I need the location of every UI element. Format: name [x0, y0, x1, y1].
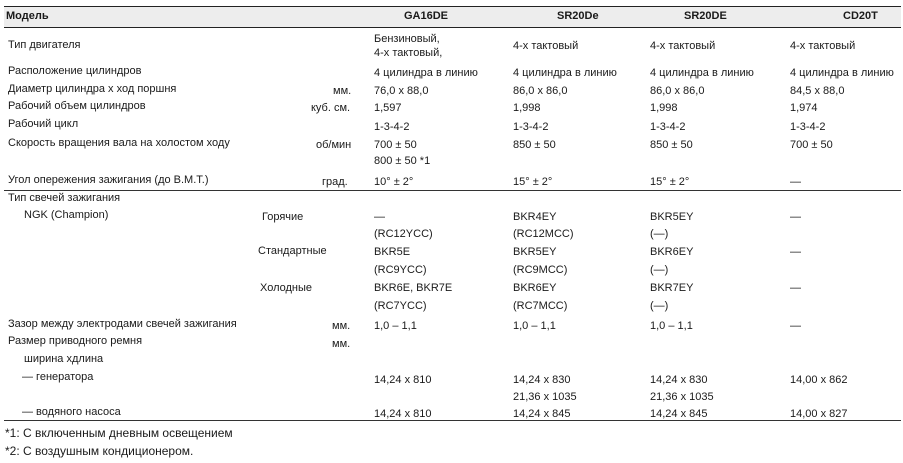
cell-cd-bore-stroke: 84,5 х 88,0 — [790, 85, 845, 97]
header-sr20de-a: SR20De — [557, 10, 599, 22]
row-label-displacement: Рабочий объем цилиндров — [8, 100, 146, 112]
cell-ga-plug-cold-1: BKR6E, BKR7E — [374, 282, 453, 294]
cell-cd-water-pump: 14,00 х 827 — [790, 408, 848, 420]
cell-cd-displacement: 1,974 — [790, 102, 818, 114]
cell-ga-plug-gap: 1,0 – 1,1 — [374, 320, 417, 332]
unit-bore-stroke: мм. — [333, 85, 352, 97]
cell-sr-a-cylinder-layout: 4 цилиндра в линию — [513, 67, 617, 79]
cell-sr-b-plug-hot-2: (—) — [650, 228, 669, 240]
row-label-plug-gap: Зазор между электродами свечей зажигания — [8, 318, 237, 330]
row-label-ignition-timing: Угол опережения зажигания (до В.М.Т.) — [8, 174, 209, 186]
cell-sr-a-plug-standard-2: (RC9MCC) — [513, 264, 568, 276]
row-label-cylinder-layout: Расположение цилиндров — [8, 65, 142, 77]
cell-sr-b-plug-cold-1: BKR7EY — [650, 282, 694, 294]
footnote-2: *2: С воздушным кондиционером. — [5, 444, 194, 458]
cell-sr-b-water-pump: 14,24 х 845 — [650, 408, 708, 420]
cell-cd-plug-cold: — — [790, 282, 801, 294]
row-label-idle-speed: Скорость вращения вала на холостом ходу — [8, 137, 230, 149]
header-ga16de: GA16DE — [404, 10, 449, 22]
cell-ga-plug-standard-2: (RC9YCC) — [374, 264, 427, 276]
cell-sr-b-idle-speed: 850 ± 50 — [650, 139, 693, 151]
row-sublabel-width-length: ширина хдлина — [24, 353, 104, 365]
cell-cd-firing-order: 1-3-4-2 — [790, 121, 826, 133]
cell-sr-b-ignition-timing: 15° ± 2° — [650, 176, 690, 188]
cell-sr-b-engine-type: 4-х тактовый — [650, 40, 716, 52]
cell-cd-idle-speed: 700 ± 50 — [790, 139, 833, 151]
cell-sr-a-plug-cold-2: (RC7MCC) — [513, 300, 568, 312]
row-label-firing-order: Рабочий цикл — [8, 118, 79, 130]
cell-sr-b-plug-standard-2: (—) — [650, 264, 669, 276]
cell-ga-ignition-timing: 10° ± 2° — [374, 176, 414, 188]
cell-sr-a-engine-type: 4-х тактовый — [513, 40, 579, 52]
divider-line — [4, 190, 901, 191]
row-label-alternator: — генератора — [22, 371, 94, 383]
table-header — [4, 6, 901, 28]
cell-cd-alternator: 14,00 х 862 — [790, 374, 848, 386]
unit-plug-gap: мм. — [332, 320, 351, 332]
cell-sr-a-plug-gap: 1,0 – 1,1 — [513, 320, 556, 332]
cell-ga-idle-speed-1: 700 ± 50 — [374, 139, 417, 151]
unit-idle-speed: об/мин — [316, 139, 352, 151]
cell-cd-plug-hot: — — [790, 211, 801, 223]
cell-cd-cylinder-layout: 4 цилиндра в линию — [790, 67, 894, 79]
cell-sr-a-ignition-timing: 15° ± 2° — [513, 176, 553, 188]
plug-hot-label: Горячие — [262, 211, 304, 223]
cell-sr-b-plug-hot-1: BKR5EY — [650, 211, 694, 223]
row-label-spark-plug-type: Тип свечей зажигания — [8, 192, 121, 204]
cell-ga-plug-hot-1: — — [374, 211, 385, 223]
cell-sr-a-water-pump: 14,24 х 845 — [513, 408, 571, 420]
cell-sr-a-plug-hot-1: BKR4EY — [513, 211, 557, 223]
cell-ga-bore-stroke: 76,0 х 88,0 — [374, 85, 429, 97]
header-sr20de-b: SR20DE — [684, 10, 727, 22]
table-bottom-rule — [4, 420, 901, 421]
cell-cd-plug-gap: — — [790, 320, 801, 332]
cell-cd-engine-type: 4-х тактовый — [790, 40, 856, 52]
cell-sr-b-displacement: 1,998 — [650, 102, 678, 114]
row-sublabel-ngk: NGK (Champion) — [24, 209, 109, 221]
cell-sr-a-firing-order: 1-3-4-2 — [513, 121, 549, 133]
cell-sr-a-alternator-1: 14,24 х 830 — [513, 374, 571, 386]
plug-cold-label: Холодные — [260, 282, 313, 294]
header-cd20t: CD20T — [843, 10, 878, 22]
cell-sr-a-plug-hot-2: (RC12MCC) — [513, 228, 574, 240]
cell-sr-b-alternator-1: 14,24 х 830 — [650, 374, 708, 386]
row-label-engine-type: Тип двигателя — [8, 39, 81, 51]
cell-sr-b-bore-stroke: 86,0 х 86,0 — [650, 85, 705, 97]
unit-ignition-timing: град. — [322, 176, 348, 188]
cell-ga-cylinder-layout: 4 цилиндра в линию — [374, 67, 478, 79]
unit-displacement: куб. см. — [311, 102, 351, 114]
cell-ga-water-pump: 14,24 х 810 — [374, 408, 432, 420]
cell-ga-plug-standard-1: BKR5E — [374, 246, 411, 258]
cell-ga-idle-speed-2: 800 ± 50 *1 — [374, 155, 431, 167]
cell-sr-a-displacement: 1,998 — [513, 102, 541, 114]
cell-cd-plug-standard: — — [790, 246, 801, 258]
unit-belt-size: мм. — [332, 338, 351, 350]
cell-ga-plug-cold-2: (RC7YCC) — [374, 300, 427, 312]
cell-sr-a-plug-cold-1: BKR6EY — [513, 282, 557, 294]
footnote-1: *1: С включенным дневным освещением — [5, 426, 233, 440]
cell-sr-a-alternator-2: 21,36 х 1035 — [513, 391, 577, 403]
row-label-belt-size: Размер приводного ремня — [8, 335, 143, 347]
cell-ga-engine-type-1: Бензиновый, — [374, 33, 440, 45]
cell-sr-a-bore-stroke: 86,0 х 86,0 — [513, 85, 568, 97]
row-label-water-pump: — водяного насоса — [22, 406, 121, 418]
cell-cd-ignition-timing: — — [790, 176, 801, 188]
cell-sr-b-plug-gap: 1,0 – 1,1 — [650, 320, 693, 332]
cell-ga-alternator: 14,24 х 810 — [374, 374, 432, 386]
row-label-bore-stroke: Диаметр цилиндра х ход поршня — [8, 83, 177, 95]
cell-sr-b-plug-standard-1: BKR6EY — [650, 246, 694, 258]
header-model: Модель — [6, 10, 49, 22]
plug-standard-label: Стандартные — [258, 245, 327, 257]
cell-sr-b-cylinder-layout: 4 цилиндра в линию — [650, 67, 754, 79]
cell-sr-a-plug-standard-1: BKR5EY — [513, 246, 557, 258]
cell-ga-engine-type-2: 4-х тактовый, — [374, 47, 443, 59]
cell-sr-b-alternator-2: 21,36 х 1035 — [650, 391, 714, 403]
cell-ga-plug-hot-2: (RC12YCC) — [374, 228, 433, 240]
cell-ga-firing-order: 1-3-4-2 — [374, 121, 410, 133]
cell-sr-a-idle-speed: 850 ± 50 — [513, 139, 556, 151]
cell-ga-displacement: 1,597 — [374, 102, 402, 114]
cell-sr-b-plug-cold-2: (—) — [650, 300, 669, 312]
cell-sr-b-firing-order: 1-3-4-2 — [650, 121, 686, 133]
